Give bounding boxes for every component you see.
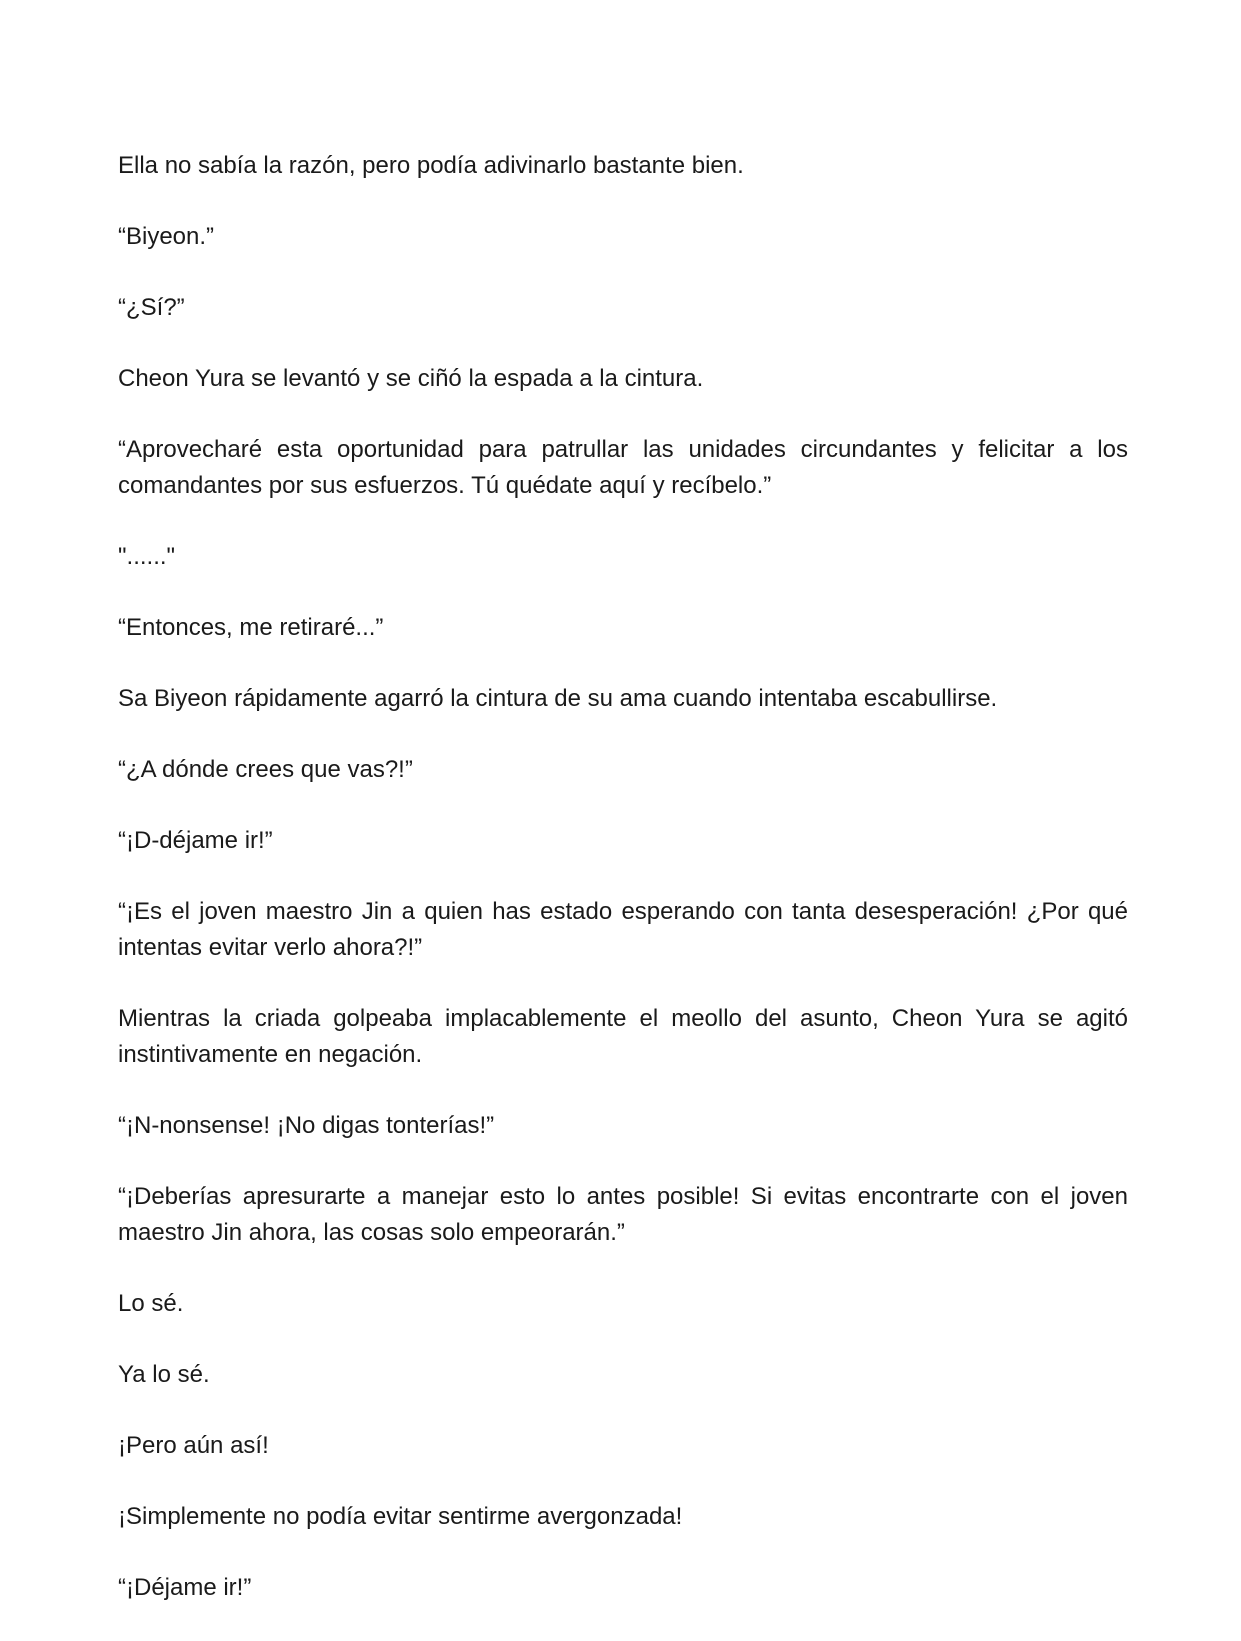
paragraph: “Biyeon.”	[118, 223, 215, 250]
paragraph: “Entonces, me retiraré...”	[118, 614, 384, 641]
paragraph: "......"	[118, 543, 176, 570]
paragraph: “¡Es el joven maestro Jin a quien has estado esperando con tanta desesperación! ¿Por qué intentas evitar verlo ahora?!”	[118, 898, 1128, 961]
paragraph: Cheon Yura se levantó y se ciñó la espada a la cintura.	[118, 365, 704, 392]
paragraph: “¡Déjame ir!”	[118, 1574, 252, 1601]
paragraph: ¡Simplemente no podía evitar sentirme avergonzada!	[118, 1503, 683, 1530]
paragraph: ¡Pero aún así!	[118, 1432, 269, 1459]
paragraph: Ya lo sé.	[118, 1361, 210, 1388]
paragraph: “¿Sí?”	[118, 294, 185, 321]
paragraph: Sa Biyeon rápidamente agarró la cintura de su ama cuando intentaba escabullirse.	[118, 685, 998, 712]
paragraph: Ella no sabía la razón, pero podía adivinarlo bastante bien.	[118, 152, 744, 179]
paragraph: “¡N-nonsense! ¡No digas tonterías!”	[118, 1112, 495, 1139]
paragraph: “¡D-déjame ir!”	[118, 827, 273, 854]
paragraph: “Aprovecharé esta oportunidad para patrullar las unidades circundantes y felicitar a los comandantes por sus esfuerzos. Tú quédate aquí y recíbelo.”	[118, 436, 1128, 499]
body-text	[118, 148, 1128, 1641]
paragraph: “¡Deberías apresurarte a manejar esto lo antes posible! Si evitas encontrarte con el joven maestro Jin ahora, las cosas solo empeorarán.”	[118, 1183, 1128, 1246]
paragraph: Mientras la criada golpeaba implacablemente el meollo del asunto, Cheon Yura se agitó instintivamente en negación.	[118, 1005, 1128, 1068]
paragraph: Lo sé.	[118, 1290, 184, 1317]
paragraph: “¿A dónde crees que vas?!”	[118, 756, 413, 783]
